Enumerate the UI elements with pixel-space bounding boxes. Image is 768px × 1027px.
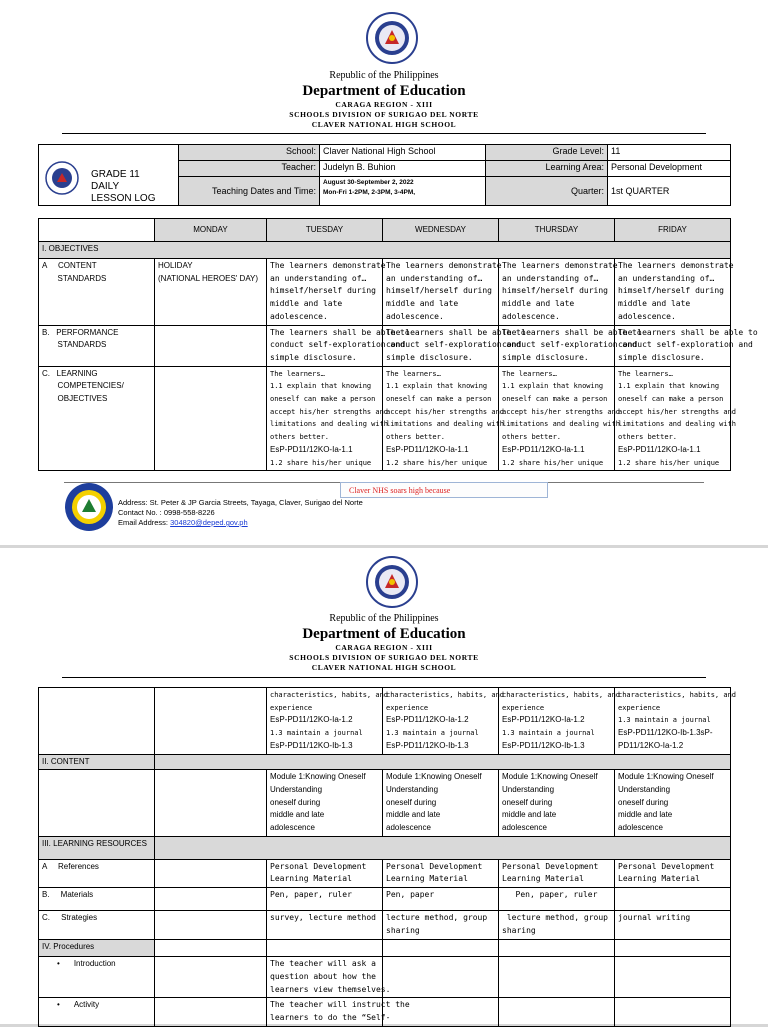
strategies-wed: lecture method, group sharing xyxy=(383,911,499,940)
cont-text: characteristics, habits, and experience xyxy=(502,691,621,712)
materials-mon xyxy=(155,888,267,911)
day-friday: FRIDAY xyxy=(615,219,731,242)
motto-banner: Claver NHS soars high because xyxy=(340,482,548,498)
comp-next: 1.2 share his/her unique xyxy=(618,458,720,467)
day-wednesday: WEDNESDAY xyxy=(383,219,499,242)
references-tue: Personal Development Learning Material xyxy=(267,859,383,887)
comp-code: EsP-PD11/12KO-Ia-1.1 xyxy=(502,444,585,454)
performance-thu: The learners shall be able to conduct self-exploration and simple disclosure. xyxy=(499,325,615,366)
module-thu: Module 1:Knowing Oneself Understanding oneself during middle and late adolescence xyxy=(499,770,615,837)
performance-tue: The learners shall be able to conduct self-exploration and simple disclosure. xyxy=(267,325,383,366)
grade-title-1: GRADE 11 xyxy=(91,169,140,180)
quarter-value: 1st QUARTER xyxy=(608,177,731,206)
objectives-heading: I. OBJECTIVES xyxy=(39,242,731,259)
cont-fri-code: EsP-PD11/12KO-Ib-1.3sP- PD11/12KO-Ia-1.2 xyxy=(618,728,713,750)
page-2 xyxy=(0,548,768,1024)
performance-fri: The learners shall be able to conduct self-exploration and simple disclosure. xyxy=(615,325,731,366)
materials-wed: Pen, paper xyxy=(383,888,499,911)
strategies-row xyxy=(39,911,731,940)
materials-tue: Pen, paper, ruler xyxy=(267,888,383,911)
division-text: SCHOOLS DIVISION OF SURIGAO DEL NORTE xyxy=(289,110,479,119)
address-text: Address: St. Peter & JP Garcia Streets, Tayaga, Claver, Surigao del Norte xyxy=(118,498,363,507)
competencies-cont-row xyxy=(39,688,731,755)
content-heading-fill xyxy=(155,754,731,770)
performance-wed: The learners shall be able to conduct self-exploration and simple disclosure. xyxy=(383,325,499,366)
days-header-blank xyxy=(39,219,155,242)
resources-row xyxy=(39,836,731,859)
introduction-label-text: • Introduction xyxy=(57,959,116,968)
cont-code-a: EsP-PD11/12KO-Ia-1.2 xyxy=(270,715,353,725)
module-label xyxy=(39,770,155,837)
objectives-row xyxy=(39,242,731,259)
content-standards-label: A CONTENT STANDARDS xyxy=(39,259,155,326)
competencies-fri xyxy=(615,366,737,471)
procedures-wed xyxy=(383,940,499,957)
day-monday: MONDAY xyxy=(155,219,267,242)
references-fri: Personal Development Learning Material xyxy=(615,859,731,887)
teacher-label: Teacher: xyxy=(179,161,320,177)
content-heading: II. CONTENT xyxy=(39,754,155,770)
comp-code: EsP-PD11/12KO-Ia-1.1 xyxy=(270,444,353,454)
activity-mon xyxy=(155,998,267,1027)
cont-code-b: EsP-PD11/12KO-Ib-1.3 xyxy=(386,740,469,750)
school-name-text: CLAVER NATIONAL HIGH SCHOOL xyxy=(311,663,457,672)
school-value: Claver National High School xyxy=(320,145,486,161)
module-row xyxy=(39,770,731,837)
materials-label: B. Materials xyxy=(39,888,155,911)
procedures-thu xyxy=(499,940,615,957)
introduction-tue: The teacher will ask a question about how the learners view themselves. xyxy=(267,957,383,998)
cont-label xyxy=(39,688,155,755)
activity-label-text: • Activity xyxy=(57,1000,99,1009)
module-mon xyxy=(155,770,267,837)
strategies-mon xyxy=(155,911,267,940)
holiday-text: HOLIDAY (NATIONAL HEROES' DAY) xyxy=(155,259,267,326)
cont-wed xyxy=(383,688,505,755)
republic-text: Republic of the Philippines xyxy=(329,70,439,81)
references-label: A References xyxy=(39,859,155,887)
materials-thu: Pen, paper, ruler xyxy=(499,888,615,911)
grade-title-2: DAILY xyxy=(91,181,120,192)
cont-journal: 1.3 maintain a journal xyxy=(386,729,479,738)
cont-journal: 1.3 maintain a journal xyxy=(502,729,595,738)
header-divider xyxy=(62,133,706,134)
competencies-wed xyxy=(383,366,505,471)
module-wed: Module 1:Knowing Oneself Understanding oneself during middle and late adolescence xyxy=(383,770,499,837)
references-wed: Personal Development Learning Material xyxy=(383,859,499,887)
comp-intro: The learners… 1.1 explain that knowing oneself can make a person accept his/her strengths and limitations and dealing with others better. xyxy=(618,369,737,442)
introduction-wed xyxy=(383,957,499,998)
introduction-mon xyxy=(155,957,267,998)
introduction-row xyxy=(39,957,731,998)
grade-level-label: Grade Level: xyxy=(486,145,608,161)
strategies-tue: survey, lecture method xyxy=(267,911,383,940)
lesson-table-page-1 xyxy=(38,218,758,471)
cont-text: characteristics, habits, and experience xyxy=(386,691,505,712)
references-row xyxy=(39,859,731,887)
comp-code: EsP-PD11/12KO-Ia-1.1 xyxy=(386,444,469,454)
cont-code-a: EsP-PD11/12KO-Ia-1.2 xyxy=(386,715,469,725)
day-thursday: THURSDAY xyxy=(499,219,615,242)
republic-text: Republic of the Philippines xyxy=(329,613,439,624)
competencies-tue xyxy=(267,366,389,471)
teacher-value: Judelyn B. Buhion xyxy=(320,161,486,177)
region-text: CARAGA REGION - XIII xyxy=(335,643,433,652)
region-text: CARAGA REGION - XIII xyxy=(335,100,433,109)
references-mon xyxy=(155,859,267,887)
cont-tue xyxy=(267,688,389,755)
comp-intro: The learners… 1.1 explain that knowing oneself can make a person accept his/her strengths and limitations and dealing with others better. xyxy=(386,369,505,442)
strategies-label: C. Strategies xyxy=(39,911,155,940)
email-link[interactable]: 304820@deped.gov.ph xyxy=(170,518,248,527)
resources-heading-fill xyxy=(155,836,731,859)
department-title: Department of Education xyxy=(302,626,466,642)
activity-label xyxy=(39,998,155,1027)
lesson-table-page-2 xyxy=(38,687,737,1027)
strategies-thu: lecture method, group sharing xyxy=(499,911,615,940)
comp-next: 1.2 share his/her unique xyxy=(502,458,604,467)
procedures-fri xyxy=(615,940,731,957)
dates-label: Teaching Dates and Time: xyxy=(179,177,320,206)
materials-row xyxy=(39,888,731,911)
comp-intro: The learners… 1.1 explain that knowing oneself can make a person accept his/her strengths and limitations and dealing with others better. xyxy=(270,369,389,442)
content-standards-tue: The learners demonstrate an understanding of… himself/herself during middle and late adolescence. xyxy=(267,259,383,326)
content-standards-fri: The learners demonstrate an understanding of… himself/herself during middle and late adolescence. xyxy=(615,259,731,326)
procedures-heading: IV. Procedures xyxy=(39,940,155,957)
day-tuesday: TUESDAY xyxy=(267,219,383,242)
comp-code: EsP-PD11/12KO-Ia-1.1 xyxy=(618,444,701,454)
days-header-row xyxy=(39,219,731,242)
activity-fri xyxy=(615,998,731,1027)
deped-seal-small-icon xyxy=(45,161,79,195)
school-name-text: CLAVER NATIONAL HIGH SCHOOL xyxy=(311,120,457,129)
materials-fri xyxy=(615,888,731,911)
school-logo-icon xyxy=(64,482,114,532)
content-standards-row xyxy=(39,259,731,326)
cont-code-b: EsP-PD11/12KO-Ib-1.3 xyxy=(270,740,353,750)
performance-mon xyxy=(155,325,267,366)
performance-standards-label: B. PERFORMANCE STANDARDS xyxy=(39,325,155,366)
quarter-label: Quarter: xyxy=(486,177,608,206)
comp-intro: The learners… 1.1 explain that knowing oneself can make a person accept his/her strengths and limitations and dealing with others better. xyxy=(502,369,621,442)
module-fri: Module 1:Knowing Oneself Understanding oneself during middle and late adolescence xyxy=(615,770,731,837)
learning-area-label: Learning Area: xyxy=(486,161,608,177)
competencies-label: C. LEARNING COMPETENCIES/ OBJECTIVES xyxy=(39,366,155,471)
cont-code-a: EsP-PD11/12KO-Ia-1.2 xyxy=(502,715,585,725)
procedures-tue xyxy=(267,940,383,957)
dates-value xyxy=(320,177,486,206)
dates-value-2: Mon-Fri 1-2PM, 2-3PM, 3-4PM, xyxy=(323,189,416,196)
letterhead xyxy=(0,613,768,673)
header-divider xyxy=(62,677,706,678)
letterhead xyxy=(0,70,768,130)
activity-tue: The teacher will instruct the learners to do the “Self- xyxy=(267,998,383,1027)
department-title: Department of Education xyxy=(302,83,466,99)
cont-mon xyxy=(155,688,267,755)
competencies-mon xyxy=(155,366,267,471)
introduction-thu xyxy=(499,957,615,998)
info-table xyxy=(38,144,731,206)
contact-text: Contact No. : 0998-558-8226 xyxy=(118,508,215,517)
cont-thu xyxy=(499,688,621,755)
activity-row xyxy=(39,998,731,1027)
introduction-fri xyxy=(615,957,731,998)
resources-heading: III. LEARNING RESOURCES xyxy=(39,836,155,859)
comp-next: 1.2 share his/her unique xyxy=(270,458,372,467)
references-thu: Personal Development Learning Material xyxy=(499,859,615,887)
cont-text: characteristics, habits, and experience xyxy=(618,691,737,712)
activity-thu xyxy=(499,998,615,1027)
page-footer xyxy=(64,482,704,542)
cont-fri xyxy=(615,688,737,755)
competencies-thu xyxy=(499,366,621,471)
dates-value-1: August 30-September 2, 2022 xyxy=(323,179,414,186)
procedures-mon xyxy=(155,940,267,957)
cont-code-b: EsP-PD11/12KO-Ib-1.3 xyxy=(502,740,585,750)
performance-standards-row xyxy=(39,325,731,366)
strategies-fri: journal writing xyxy=(615,911,731,940)
content-standards-wed: The learners demonstrate an understanding of… himself/herself during middle and late adolescence. xyxy=(383,259,499,326)
grade-title-cell xyxy=(39,145,179,206)
comp-next: 1.2 share his/her unique xyxy=(386,458,488,467)
cont-journal: 1.3 maintain a journal xyxy=(618,716,711,725)
cont-journal: 1.3 maintain a journal xyxy=(270,729,363,738)
module-tue: Module 1:Knowing Oneself Understanding oneself during middle and late adolescence xyxy=(267,770,383,837)
cont-text: characteristics, habits, and experience xyxy=(270,691,389,712)
division-text: SCHOOLS DIVISION OF SURIGAO DEL NORTE xyxy=(289,653,479,662)
email-label: Email Address: xyxy=(118,518,171,527)
procedures-row xyxy=(39,940,731,957)
learning-area-value: Personal Development xyxy=(608,161,731,177)
email-line xyxy=(118,518,363,528)
content-heading-row xyxy=(39,754,731,770)
address-block xyxy=(118,498,363,528)
grade-level-value: 11 xyxy=(608,145,731,161)
deped-seal-icon xyxy=(366,12,418,64)
school-label: School: xyxy=(179,145,320,161)
deped-seal-icon xyxy=(366,556,418,608)
introduction-label xyxy=(39,957,155,998)
competencies-row xyxy=(39,366,731,471)
grade-title-3: LESSON LOG xyxy=(91,193,156,204)
content-standards-thu: The learners demonstrate an understanding of… himself/herself during middle and late adolescence. xyxy=(499,259,615,326)
